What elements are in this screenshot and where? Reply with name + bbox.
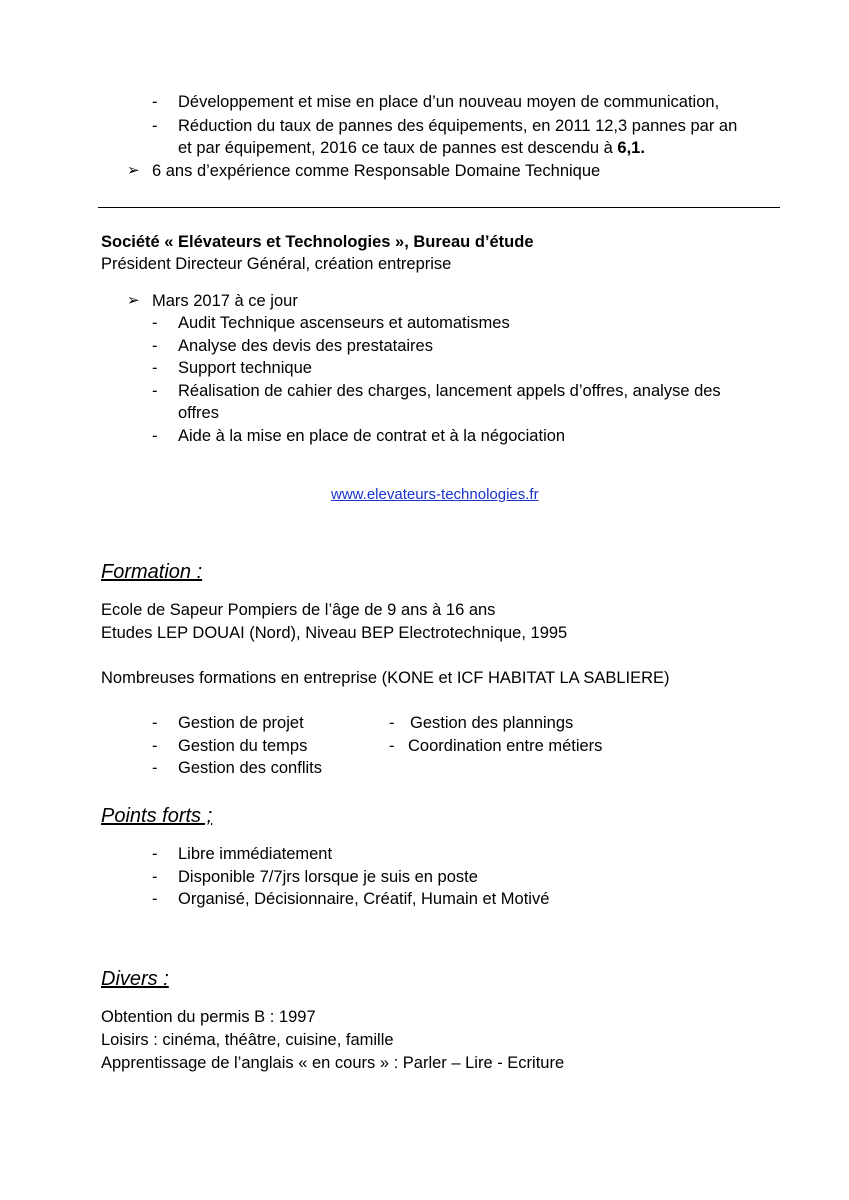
- training-item: Gestion du temps: [178, 737, 308, 755]
- list-item: Développement et mise en place d’un nouveau moyen de communication,: [178, 93, 720, 111]
- training-item: Gestion des plannings: [410, 714, 574, 732]
- training-item: Coordination entre métiers: [408, 737, 603, 755]
- task-item: Support technique: [178, 359, 312, 377]
- company-website-link[interactable]: www.elevateurs-technologies.fr: [331, 486, 539, 503]
- list-item-bold-value: 6,1.: [617, 139, 645, 157]
- task-item-continuation: offres: [178, 404, 219, 422]
- list-item-continuation: [178, 138, 645, 158]
- formation-heading: Formation :: [101, 561, 203, 583]
- list-item-text: et par équipement, 2016 ce taux de pannes est descendu à: [178, 139, 618, 157]
- strength-item: Organisé, Décisionnaire, Créatif, Humain et Motivé: [178, 890, 550, 908]
- list-dash: -: [152, 714, 158, 732]
- divers-line: Apprentissage de l’anglais « en cours » : Parler – Lire - Ecriture: [101, 1054, 565, 1072]
- formation-line: Nombreuses formations en entreprise (KONE et ICF HABITAT LA SABLIERE): [101, 669, 670, 687]
- task-item: Analyse des devis des prestataires: [178, 337, 433, 355]
- divers-heading: Divers :: [101, 968, 169, 990]
- list-dash: -: [152, 427, 158, 445]
- arrow-bullet-icon: ➢: [127, 162, 140, 179]
- list-dash: -: [152, 314, 158, 332]
- list-dash: -: [152, 382, 158, 400]
- formation-line: Etudes LEP DOUAI (Nord), Niveau BEP Electrotechnique, 1995: [101, 624, 568, 642]
- list-dash: -: [152, 93, 158, 111]
- strength-item: Disponible 7/7jrs lorsque je suis en poste: [178, 868, 478, 886]
- company-name: Société « Elévateurs et Technologies », Bureau d’étude: [101, 233, 534, 251]
- task-item: Audit Technique ascenseurs et automatismes: [178, 314, 510, 332]
- list-dash: -: [389, 714, 395, 732]
- list-dash: -: [152, 845, 158, 863]
- training-item: Gestion des conflits: [178, 759, 322, 777]
- company-role: Président Directeur Général, création entreprise: [101, 255, 452, 273]
- list-dash: -: [152, 359, 158, 377]
- task-item: Aide à la mise en place de contrat et à la négociation: [178, 427, 566, 445]
- formation-line: Ecole de Sapeur Pompiers de l’âge de 9 ans à 16 ans: [101, 601, 496, 619]
- list-item: Réduction du taux de pannes des équipements, en 2011 12,3 pannes par an: [178, 117, 738, 135]
- task-item: Réalisation de cahier des charges, lancement appels d’offres, analyse des: [178, 382, 721, 400]
- points-forts-heading: Points forts ;: [101, 805, 213, 827]
- list-dash: -: [152, 868, 158, 886]
- divers-line: Loisirs : cinéma, théâtre, cuisine, famille: [101, 1031, 394, 1049]
- arrow-bullet-icon: ➢: [127, 292, 140, 309]
- list-dash: -: [152, 337, 158, 355]
- list-dash: -: [152, 759, 158, 777]
- list-dash: -: [389, 737, 395, 755]
- company-period: Mars 2017 à ce jour: [152, 292, 298, 310]
- divers-line: Obtention du permis B : 1997: [101, 1008, 316, 1026]
- strength-item: Libre immédiatement: [178, 845, 333, 863]
- section-divider: [98, 207, 780, 208]
- list-dash: -: [152, 890, 158, 908]
- list-dash: -: [152, 117, 158, 135]
- list-dash: -: [152, 737, 158, 755]
- experience-item: 6 ans d’expérience comme Responsable Domaine Technique: [152, 162, 601, 180]
- training-item: Gestion de projet: [178, 714, 304, 732]
